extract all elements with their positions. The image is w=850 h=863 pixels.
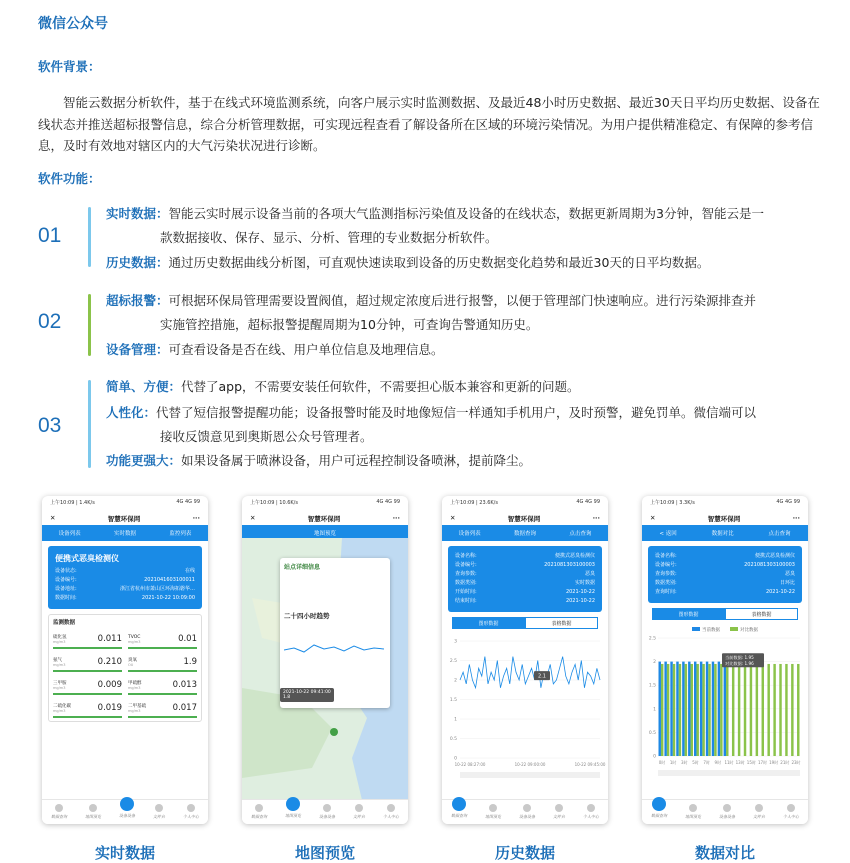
x-tick-label: 10-22 08:27:00	[454, 762, 486, 767]
nav-devices[interactable]: 设备设备	[719, 804, 735, 820]
tab-bar	[642, 525, 808, 541]
bar	[785, 664, 787, 756]
bar	[779, 664, 781, 756]
group-number-01: 01	[38, 224, 62, 247]
x-tick-label: 17时	[757, 760, 768, 765]
tab-map-preview[interactable]: 地图预览	[313, 531, 336, 537]
bar	[706, 662, 708, 756]
metric-cell: 三甲胺 mg/m3 0.009	[53, 678, 122, 695]
bar	[732, 664, 734, 756]
group-bar-01	[88, 207, 91, 267]
nav-devices[interactable]: 设备设备	[519, 804, 535, 820]
tab-monitor-list[interactable]: 监控列表	[169, 531, 192, 537]
caption-history: 历史数据	[494, 844, 555, 862]
bar	[694, 662, 696, 756]
nav-profile[interactable]: 个人中心	[383, 804, 399, 820]
bar	[708, 664, 710, 756]
screen-realtime	[42, 496, 208, 824]
status-bar: 上午10:09 | 1.4K/s 4G 4G 99	[50, 499, 200, 506]
y-tick-label: 2	[454, 678, 457, 684]
bar	[702, 664, 704, 756]
legend-swatch	[730, 627, 738, 631]
zoom-slider	[658, 770, 800, 776]
x-tick-label: 21时	[780, 760, 790, 765]
nav-data-query[interactable]: 数据查询	[451, 805, 467, 819]
group-bar-02	[88, 294, 91, 356]
bar	[679, 664, 681, 756]
nav-profile[interactable]: 个人中心	[583, 804, 599, 820]
y-tick-label: 0.5	[449, 737, 457, 742]
legend-label: 对比数据	[740, 628, 758, 633]
bar	[767, 664, 769, 756]
monitor-panel: 监测数据 硫化氢 mg/m3 0.011 TVOC mg/m3 0.01 氨气 mg/m3 0.210 臭氧 OU 1.9 三甲胺 mg/m3 0.009 甲硫醇 mg/m3 0.013 二硫化碳 mg/m3 0.019 二甲基硫 mg/m3 0.017	[48, 614, 202, 722]
bar	[773, 664, 775, 756]
tab-graph-data[interactable]: 图形数据	[652, 608, 725, 620]
zoom-slider	[460, 772, 600, 778]
popup-trend-chart	[284, 620, 384, 660]
more-icon[interactable]: ···	[592, 514, 600, 522]
status-bar: 上午10:09 | 3.3K/s 4G 4G 99	[650, 499, 800, 506]
y-tick-label: 1	[454, 717, 457, 723]
tab-bar	[42, 525, 208, 541]
group-number-02: 02	[38, 310, 62, 333]
tooltip-line: 当前数据: 1.95	[725, 655, 754, 661]
bar	[661, 664, 663, 756]
nav-devices[interactable]: 设备设备	[319, 804, 335, 820]
bar	[667, 664, 669, 756]
y-tick-label: 0	[454, 756, 457, 762]
x-tick-label: 11时	[724, 760, 734, 765]
y-tick-label: 1	[653, 707, 656, 713]
bottom-nav	[242, 799, 408, 824]
screen-compare	[642, 496, 808, 824]
tooltip-value: 2.1	[538, 673, 546, 680]
bar	[750, 664, 752, 756]
tab-data-compare[interactable]: 数据对比	[711, 531, 734, 537]
query-card: 设备名称: 便携式恶臭检测仪 设备编号: 2021081303100003 查询参数: 恶臭 数据类别: 日环比 查询时间: 2021-10-22	[648, 546, 802, 603]
tooltip-line: 对比数据: 1.96	[725, 661, 754, 667]
y-tick-label: 2.5	[449, 659, 457, 664]
compare-bar-chart	[642, 624, 808, 784]
group-number-03: 03	[38, 414, 62, 437]
bar	[724, 662, 726, 756]
more-icon[interactable]: ···	[392, 514, 400, 522]
bar	[685, 664, 687, 756]
back-button[interactable]: < 返回	[659, 531, 677, 537]
nav-map[interactable]: 地图预览	[485, 804, 501, 820]
metric-cell: 臭氧 OU 1.9	[128, 655, 197, 672]
more-icon[interactable]: ···	[792, 514, 800, 522]
y-tick-label: 2.5	[648, 636, 656, 642]
y-tick-label: 1.5	[648, 683, 656, 689]
bottom-nav	[642, 799, 808, 824]
bar	[714, 664, 716, 756]
caption-realtime: 实时数据	[94, 844, 155, 862]
tab-graph-data[interactable]: 图形数据	[452, 617, 525, 629]
legend-swatch	[692, 627, 700, 631]
bar	[682, 662, 684, 756]
nav-data-query[interactable]: 数据查询	[251, 804, 267, 820]
caption-compare: 数据对比	[694, 844, 755, 862]
close-icon[interactable]: ✕	[450, 514, 456, 522]
group-bar-03	[88, 380, 91, 468]
feature-alarm: 超标报警：可根据环保局管理需要设置阀值，超过规定浓度后进行报警，以便于管理部门快速响应。进行污染源排查并 实施管控措施，超标报警提醒周期为10分钟，可查询告警通知历史。	[106, 293, 757, 332]
station-popup: 站点详细信息 二十四小时趋势	[280, 558, 390, 708]
bar	[676, 662, 678, 756]
x-tick-label: 5时	[692, 760, 699, 765]
history-line-chart	[442, 633, 608, 783]
bar	[670, 662, 672, 756]
y-tick-label: 0.5	[648, 730, 656, 736]
y-tick-label: 3	[454, 639, 457, 645]
bottom-nav	[42, 799, 208, 824]
metric-cell: 二硫化碳 mg/m3 0.019	[53, 701, 122, 718]
screen-history	[442, 496, 608, 824]
bar	[673, 664, 675, 756]
feature-history: 历史数据：通过历史数据曲线分析图，可直观快速读取到设备的历史数据变化趋势和最近30天的日平均数据。	[106, 255, 710, 270]
bar	[797, 664, 799, 756]
metric-cell: 硫化氢 mg/m3 0.011	[53, 632, 122, 649]
bar	[726, 664, 728, 756]
x-tick-label: 23时	[791, 760, 801, 765]
bottom-nav	[442, 799, 608, 824]
tab-click-query[interactable]: 点击查询	[768, 531, 791, 537]
series-line	[460, 657, 600, 688]
y-tick-label: 0	[653, 754, 656, 760]
map-view[interactable]	[242, 538, 408, 800]
tab-data-query[interactable]: 数据查询	[513, 531, 536, 537]
nav-map[interactable]: 地图预览	[285, 805, 301, 819]
feature-simple: 简单、方便：代替了app，不需要安装任何软件，不需要担心版本兼容和更新的问题。	[106, 379, 580, 394]
x-tick-label: 19时	[769, 760, 779, 765]
bar	[688, 662, 690, 756]
app-title-bar: ✕ 智慧环保网 ···	[250, 514, 400, 523]
bar	[664, 662, 666, 756]
x-tick-label: 1时	[669, 760, 677, 765]
nav-devices[interactable]: 设备设备	[119, 805, 135, 819]
tab-click-query[interactable]: 点击查询	[569, 531, 592, 537]
nav-files[interactable]: 文件台	[153, 804, 165, 820]
bar	[712, 662, 714, 756]
bar	[718, 662, 720, 756]
y-tick-label: 2	[653, 660, 656, 666]
bar	[659, 662, 661, 756]
page-title: 微信公众号	[38, 16, 108, 32]
nav-files[interactable]: 文件台	[753, 804, 765, 820]
x-tick-label: 9时	[714, 760, 722, 765]
bar	[691, 664, 693, 756]
feature-device: 设备管理：可查看设备是否在线、用户单位信息及地理信息。	[106, 342, 444, 357]
metric-cell: 甲硫醇 mg/m3 0.013	[128, 678, 197, 695]
x-tick-label: 15时	[746, 760, 756, 765]
x-tick-label: 3时	[681, 760, 688, 765]
metric-cell: 二甲基硫 mg/m3 0.017	[128, 701, 197, 718]
bar	[738, 664, 740, 756]
tab-bar	[442, 525, 608, 541]
nav-profile[interactable]: 个人中心	[183, 804, 199, 820]
nav-map[interactable]: 地图预览	[685, 804, 701, 820]
bar	[791, 664, 793, 756]
data-view-toggle	[452, 617, 598, 629]
tab-device-list[interactable]: 设备列表	[58, 531, 81, 537]
background-label: 软件背景：	[38, 59, 101, 74]
feature-realtime: 实时数据：智能云实时展示设备当前的各项大气监测指标污染值及设备的在线状态，数据更新周期为3分钟，智能云是一 款数据接收、保存、显示、分析、管理的专业数据分析软件。	[106, 206, 764, 245]
tab-realtime[interactable]: 实时数据	[113, 531, 136, 537]
screen-map	[242, 496, 408, 824]
device-name: 便携式恶臭检测仪	[55, 554, 119, 563]
feature-powerful: 功能更强大：如果设备属于喷淋设备，用户可远程控制设备喷淋，提前降尘。	[106, 453, 532, 468]
bar	[700, 662, 702, 756]
popup-tooltip: 2021-10-22 09:41:00 1.8	[280, 688, 334, 702]
y-tick-label: 1.5	[449, 698, 457, 703]
bar	[744, 664, 746, 756]
functions-label: 软件功能：	[38, 171, 101, 186]
query-card: 设备名称: 便携式恶臭检测仪 设备编号: 2021081303100003 查询参数: 恶臭 数据类别: 实时数据 开始时间: 2021-10-22 结束时间: 2021-10-22	[448, 546, 602, 612]
x-tick-label: 7时	[703, 760, 710, 765]
nav-data-query[interactable]: 数据查询	[51, 804, 67, 820]
app-title-bar: ✕ 智慧环保网 ···	[50, 514, 200, 523]
nav-data-query[interactable]: 数据查询	[651, 805, 667, 819]
close-icon[interactable]: ✕	[250, 514, 256, 522]
close-icon[interactable]: ✕	[50, 514, 56, 522]
caption-map: 地图预览	[294, 844, 355, 862]
x-tick-label: 0时	[658, 760, 666, 765]
app-title-bar: ✕ 智慧环保网 ···	[450, 514, 600, 523]
more-icon[interactable]: ···	[192, 514, 200, 522]
nav-files[interactable]: 文件台	[553, 804, 565, 820]
tab-table-data[interactable]: 表格数据	[725, 608, 798, 620]
x-tick-label: 10-22 09:45:00	[574, 762, 606, 767]
data-view-toggle	[652, 608, 798, 620]
x-tick-label: 10-22 09:00:00	[514, 762, 546, 767]
device-card[interactable]: 便携式恶臭检测仪 设备状态: 在线 设备编号: 2021041603100011 设备地址: 浙江省杭州市萧山区环海拓磐华… 数据时间: 2021-10-22 10:09:00	[48, 546, 202, 609]
bar	[696, 664, 698, 756]
legend-label: 当前数据	[702, 628, 720, 633]
station-marker-icon[interactable]	[330, 728, 338, 736]
nav-files[interactable]: 文件台	[353, 804, 365, 820]
status-bar: 上午10:09 | 10.6K/s 4G 4G 99	[250, 499, 400, 506]
status-bar: 上午10:09 | 23.6K/s 4G 4G 99	[450, 499, 600, 506]
tab-device-list[interactable]: 设备列表	[458, 531, 481, 537]
metric-cell: TVOC mg/m3 0.01	[128, 632, 197, 649]
bar	[762, 664, 764, 756]
bar	[720, 664, 722, 756]
background-text: 智能云数据分析软件，基于在线式环境监测系统，向客户展示实时监测数据、及最近48小时历史数据、最近30天日平均历史数据、设备在线状态并推送超标报警信息，综合分析管理数据，可实现远程查看了解设备所在区域的环境污染情况。为用户提供精准稳定、有保障的参考信息，及时有效地对辖区内的大气污染状况进行诊断。	[38, 95, 820, 153]
feature-humanized: 人性化：代替了短信报警提醒功能；设备报警时能及时地像短信一样通知手机用户，及时预警，避免罚单。微信端可以 接收反馈意见到奥斯恩公众号管理者。	[106, 405, 757, 444]
metric-cell: 氨气 mg/m3 0.210	[53, 655, 122, 672]
close-icon[interactable]: ✕	[650, 514, 656, 522]
app-title-bar: ✕ 智慧环保网 ···	[650, 514, 800, 523]
nav-map[interactable]: 地图预览	[85, 804, 101, 820]
x-tick-label: 13时	[735, 760, 745, 765]
tab-table-data[interactable]: 表格数据	[525, 617, 598, 629]
bar	[756, 664, 758, 756]
nav-profile[interactable]: 个人中心	[783, 804, 799, 820]
